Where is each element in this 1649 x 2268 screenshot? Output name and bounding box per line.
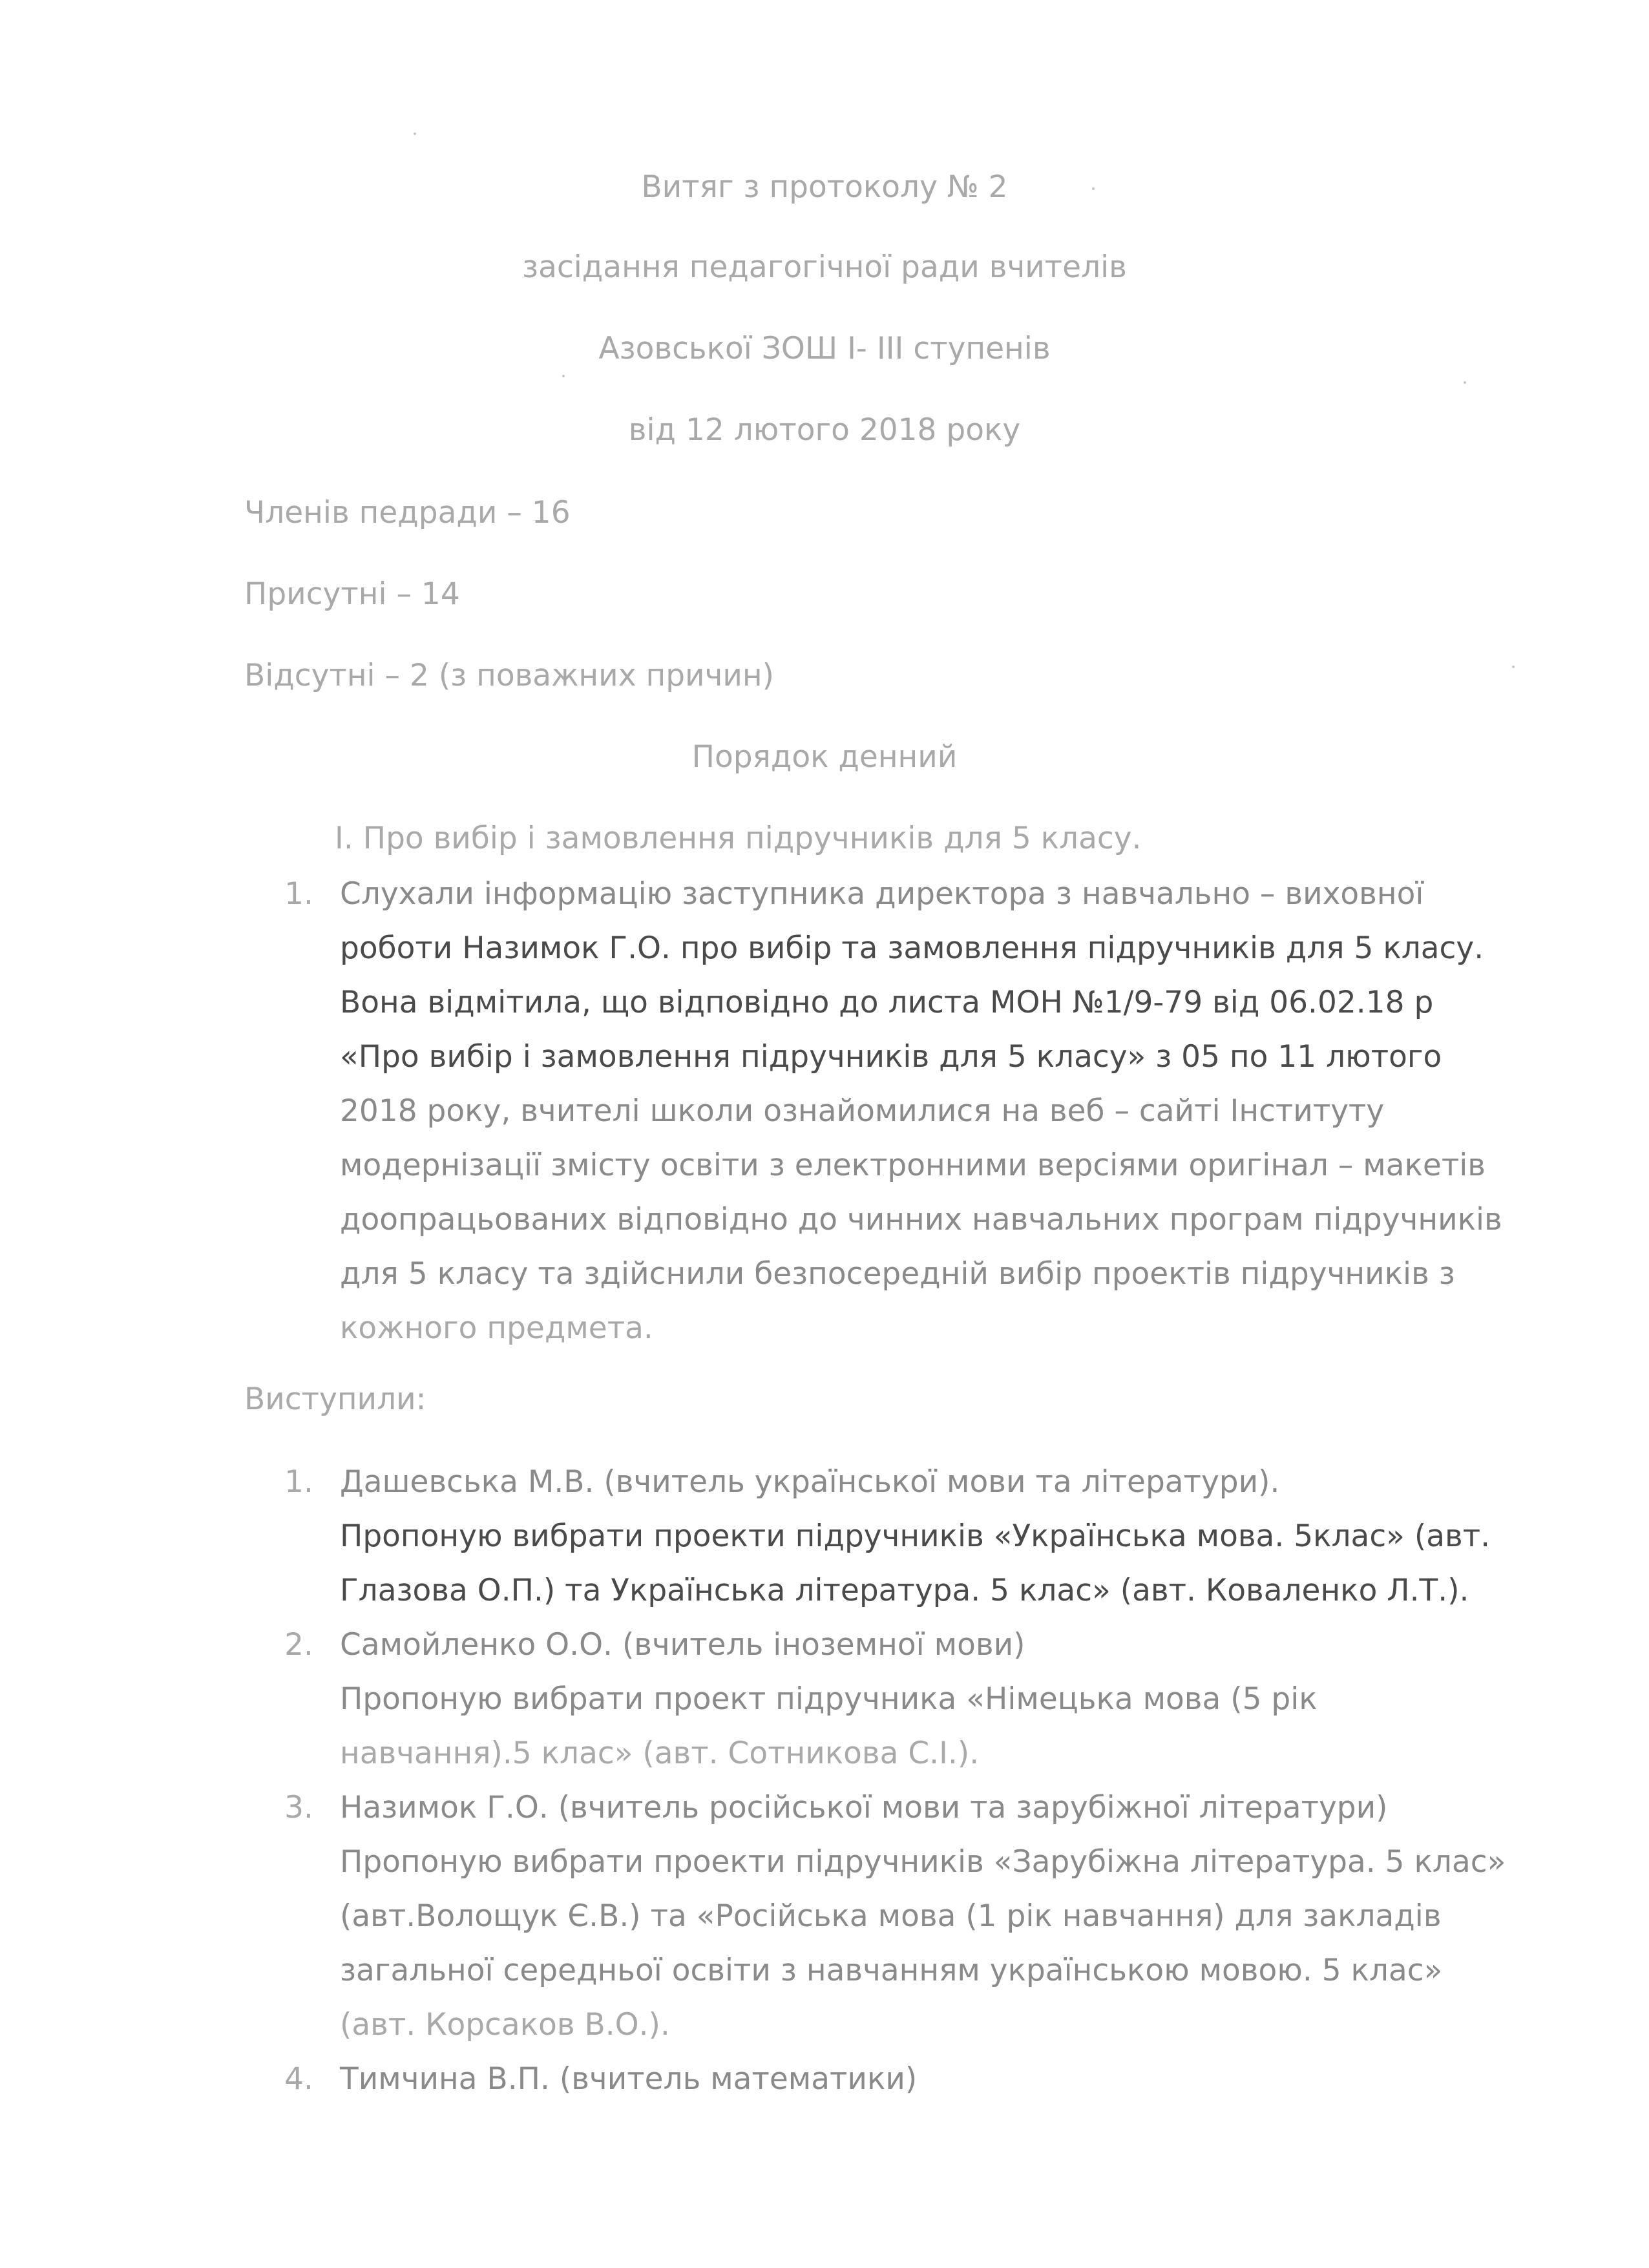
absent-count: Відсутні – 2 (з поважних причин)	[244, 658, 774, 693]
agenda-item: І. Про вибір і замовлення підручників для 5 класу.	[335, 821, 1142, 856]
speaker-line: загальної середньої освіти з навчанням українською мовою. 5 клас»	[340, 1953, 1443, 1988]
members-count: Членів педради – 16	[244, 495, 571, 530]
speakers-title: Виступили:	[244, 1381, 426, 1417]
speaker-line: Назимок Г.О. (вчитель російської мови та зарубіжної літератури)	[340, 1790, 1388, 1825]
speaker-number: 2.	[284, 1627, 313, 1663]
speaker-line: Глазова О.П.) та Українська література. 5 клас» (авт. Коваленко Л.Т.).	[340, 1573, 1469, 1608]
speaker-line: Тимчина В.П. (вчитель математики)	[340, 2061, 918, 2097]
speaker-number: 3.	[284, 1790, 313, 1825]
speaker-number: 1.	[284, 1464, 313, 1500]
scan-speck	[1512, 666, 1515, 668]
present-count: Присутні – 14	[244, 576, 460, 612]
heard-number: 1.	[284, 876, 313, 912]
heard-line: 2018 року, вчителі школи ознайомилися на веб – сайті Інституту	[340, 1093, 1385, 1129]
speaker-line: (авт.Волощук Є.В.) та «Російська мова (1 рік навчання) для закладів	[340, 1898, 1442, 1934]
heard-line: кожного предмета.	[340, 1310, 653, 1346]
speaker-line: Дашевська М.В. (вчитель української мови та літератури).	[340, 1464, 1280, 1500]
heard-line: роботи Назимок Г.О. про вибір та замовлення підручників для 5 класу.	[340, 930, 1484, 966]
speaker-line: Самойленко О.О. (вчитель іноземної мови)	[340, 1627, 1025, 1663]
speaker-line: Пропоную вибрати проект підручника «Німецька мова (5 рік	[340, 1681, 1318, 1717]
speaker-line: (авт. Корсаков В.О.).	[340, 2007, 670, 2042]
speaker-number: 4.	[284, 2061, 313, 2097]
speaker-line: Пропоную вибрати проекти підручників «Українська мова. 5клас» (авт.	[340, 1518, 1491, 1554]
heard-line: для 5 класу та здійснили безпосередній вибір проектів підручників з	[340, 1256, 1455, 1292]
speaker-line: Пропоную вибрати проекти підручників «Зарубіжна література. 5 клас»	[340, 1844, 1506, 1880]
agenda-title: Порядок денний	[691, 739, 958, 775]
heard-line: модернізації змісту освіти з електронними версіями оригінал – макетів	[340, 1148, 1486, 1183]
heard-line: «Про вибір і замовлення підручників для 5 класу» з 05 по 11 лютого	[340, 1039, 1442, 1075]
scan-speck	[562, 375, 565, 377]
meeting-date: від 12 лютого 2018 року	[628, 412, 1021, 448]
speaker-line: навчання).5 клас» (авт. Сотникова С.І.).	[340, 1736, 980, 1771]
protocol-title: Витяг з протоколу № 2	[641, 169, 1008, 205]
heard-line: Слухали інформацію заступника директора з навчально – виховної	[340, 876, 1424, 912]
scan-speck	[414, 132, 416, 135]
heard-line: доопрацьованих відповідно до чинних навчальних програм підручників	[340, 1202, 1502, 1237]
school-name: Азовської ЗОШ І- ІІІ ступенів	[598, 331, 1051, 366]
scan-speck	[1464, 381, 1466, 384]
heard-line: Вона відмітила, що відповідно до листа МОН №1/9-79 від 06.02.18 р	[340, 985, 1434, 1020]
meeting-subtitle: засідання педагогічної ради вчителів	[522, 249, 1127, 285]
